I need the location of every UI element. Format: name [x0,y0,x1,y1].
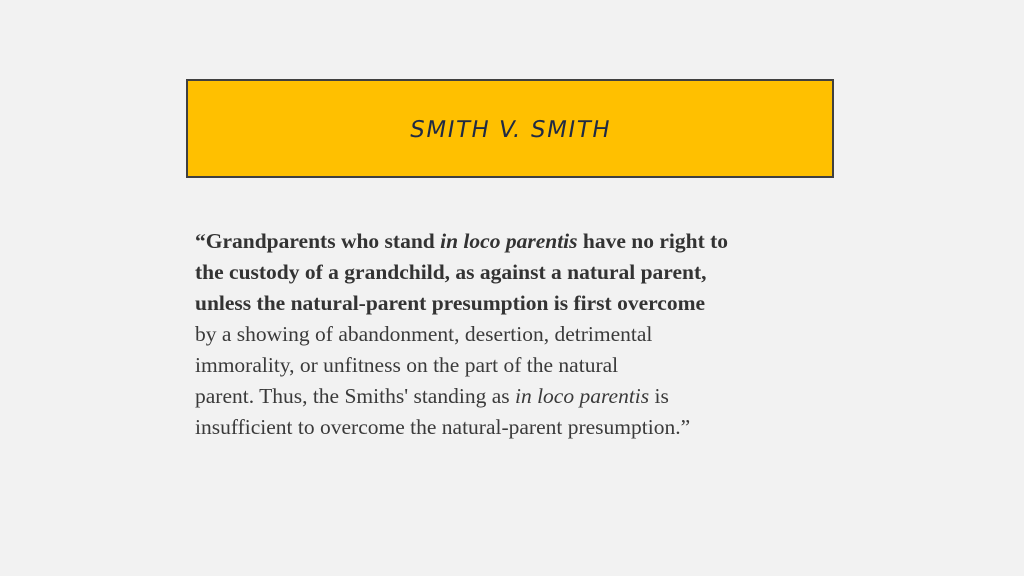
quote-latin-phrase: in loco parentis [440,229,578,253]
quote-line-7: insufficient to overcome the natural-parent presumption.” [195,415,691,439]
quote-text: parent. Thus, the Smiths' standing as [195,384,515,408]
quote-line-6 [195,381,845,412]
quote-bold-text: “Grandparents who stand [195,229,441,253]
quote-latin-phrase: in loco parentis [514,384,650,408]
quote-line-3 [195,288,845,319]
title-banner [186,79,834,178]
quote-line-5: immorality, or unfitness on the part of the natural [195,353,619,377]
quote-bold-text: have no right to [577,229,729,253]
quote-bold-text: the custody of a grandchild, as against a natural parent, [195,260,707,284]
quote-block [195,226,845,443]
quote-line-4: by a showing of abandonment, desertion, detrimental [195,322,653,346]
quote-bold-text: unless the natural-parent presumption is first overcome [195,291,706,315]
quote-line-1 [195,226,845,257]
quote-line-2 [195,257,845,288]
slide-title: SMITH V. SMITH [407,116,613,143]
quote-text: is [649,384,669,408]
